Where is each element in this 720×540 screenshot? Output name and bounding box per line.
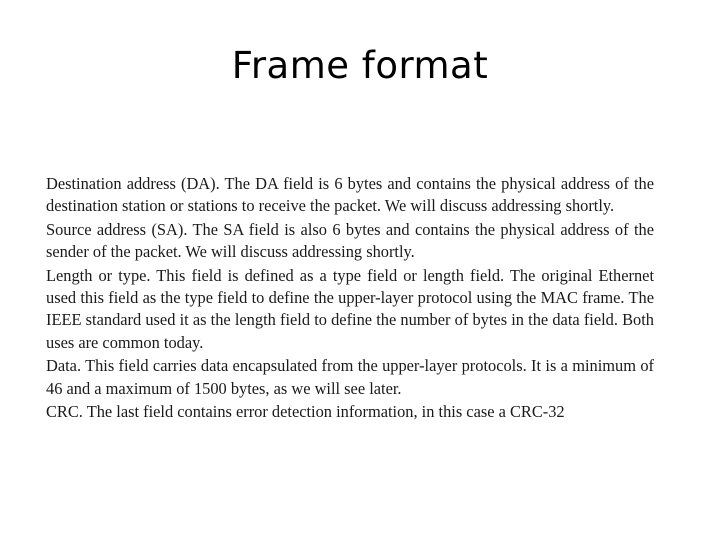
paragraph-source-address: Source address (SA). The SA field is also 6 bytes and contains the physical address of the sender of the packet. We will discuss addressing shortly. — [46, 219, 654, 262]
paragraph-destination-address: Destination address (DA). The DA field is 6 bytes and contains the physical address of the destination station or stations to receive the packet. We will discuss addressing shortly. — [46, 174, 654, 216]
paragraph-length-or-type: Length or type. This field is defined as a type field or length field. The original Ethernet used this field as the type field to define the upper-layer protocol using the MAC frame. The IEEE standard used it as the length field to define the number of bytes in the data field. Both uses are common today. — [46, 265, 654, 352]
frame-fields-text — [46, 173, 654, 449]
paragraph-data: Data. This field carries data encapsulated from the upper-layer protocols. It is a minimum of 46 and a maximum of 1500 bytes, as we will see later. — [46, 356, 654, 398]
paragraph-crc: CRC. The last field contains error detection information, in this case a CRC-32 — [46, 402, 565, 422]
slide-title: Frame format — [231, 44, 489, 87]
